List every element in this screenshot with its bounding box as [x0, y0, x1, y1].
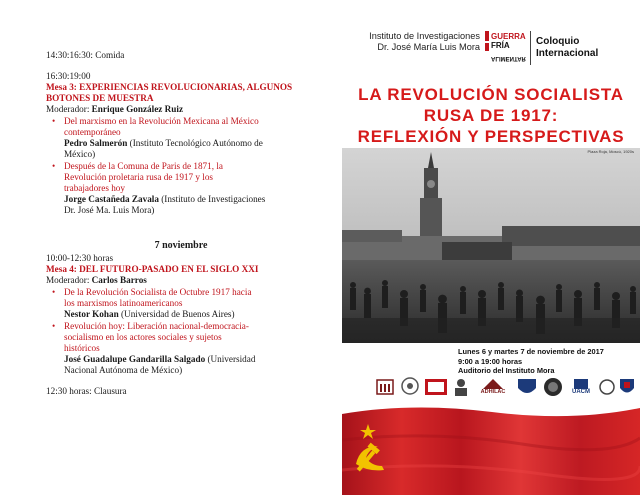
- uacm-text: UACM: [572, 389, 590, 395]
- lunch-line: 14:30:16:30: Comida: [46, 50, 125, 60]
- session3-title-2: BOTONES DE MUESTRA: [46, 93, 154, 103]
- unam-logo: [516, 376, 538, 398]
- photo-credit: Plaza Roja, Moscú, 1920s: [587, 149, 634, 154]
- talk-title: contemporáneo: [64, 127, 121, 137]
- coloquio-line: Internacional: [536, 48, 599, 59]
- portrait-logo: [452, 376, 470, 398]
- moderator-name: Carlos Barros: [91, 275, 147, 285]
- session4-title: Mesa 4: DEL FUTURO-PASADO EN EL SIGLO XXI: [46, 264, 259, 274]
- session4-talks: [46, 287, 316, 376]
- institute-line: Instituto de Investigaciones: [369, 31, 480, 41]
- event-title: [342, 84, 640, 147]
- crest-logo: [542, 376, 564, 398]
- talk-title: trabajadores hoy: [64, 183, 125, 193]
- gfa-text: FRÍA: [491, 41, 510, 50]
- title-line: RUSA DE 1917:: [423, 106, 559, 125]
- talk-item: [46, 321, 316, 376]
- event-hours: 9:00 a 19:00 horas: [458, 356, 523, 366]
- speaker-affiliation: (Instituto Tecnológico Autónomo de: [127, 138, 263, 148]
- soviet-flag: [342, 400, 640, 495]
- cover-header: [342, 28, 640, 68]
- adhilac-logo: [474, 376, 512, 398]
- guerra-fria-logo: [485, 28, 527, 66]
- speaker-affiliation: (Instituto de Investigaciones: [158, 194, 266, 204]
- session3-title-1: Mesa 3: EXPERIENCIAS REVOLUCIONARIAS, ALGUNOS: [46, 82, 293, 92]
- day-heading: 7 noviembre: [154, 240, 208, 251]
- institute-line: Dr. José María Luis Mora: [377, 42, 480, 52]
- event-venue: Auditorio del Instituto Mora: [458, 366, 555, 375]
- uacm-logo: [568, 376, 594, 398]
- title-line: LA REVOLUCIÓN SOCIALISTA: [358, 85, 624, 104]
- talk-item: [46, 287, 316, 320]
- closing-line: 12:30 horas: Clausura: [46, 386, 127, 396]
- seal-logo: [598, 376, 616, 398]
- program-panel: [46, 50, 316, 397]
- speaker-affiliation: (Universidad de Buenos Aires): [118, 309, 235, 319]
- talk-title: • De la Revolución Socialista de Octubre 1917 hacia: [64, 287, 252, 297]
- session3-time: 16:30:19:00: [46, 71, 91, 81]
- speaker-name: Jorge Castañeda Zavala: [64, 194, 159, 204]
- coloquio-line: Coloquio: [536, 36, 580, 47]
- talk-title: Revolución proletaria rusa de 1917 y los: [64, 172, 214, 182]
- sponsor-logos: [370, 376, 636, 400]
- gfa-text: GUERRA: [491, 32, 526, 41]
- institute-name: [369, 31, 480, 53]
- speaker-name: Nestor Kohan: [64, 309, 119, 319]
- talk-title: históricos: [64, 343, 100, 353]
- coloquio-label: [536, 36, 598, 60]
- talk-title: • Después de la Comuna de Paris de 1871, la: [64, 161, 223, 171]
- cover-panel: [342, 0, 640, 495]
- session4-moderator: [46, 275, 316, 286]
- session3-moderator: [46, 104, 316, 115]
- title-line: REFLEXIÓN Y PERSPECTIVAS: [357, 127, 625, 146]
- speaker-affiliation: México): [64, 149, 96, 159]
- talk-title: • Del marxismo en la Revolución Mexicana al México: [64, 116, 259, 126]
- talk-title: socialismo en los actores sociales y sujetos: [64, 332, 222, 342]
- talk-title: los marxismos latinoamericanos: [64, 298, 183, 308]
- talk-item: [46, 116, 316, 160]
- session4-time: 10:00-12:30 horas: [46, 253, 114, 263]
- red-square-photo: [342, 148, 640, 343]
- mora-logo: [374, 376, 396, 398]
- speaker-name: Pedro Salmerón: [64, 138, 128, 148]
- gfa-text: ALIMENTAR: [491, 55, 526, 61]
- soviet-flag-icon: [342, 400, 640, 495]
- speaker-affiliation: Nacional Autónoma de México): [64, 365, 183, 375]
- talk-title: • Revolución hoy: Liberación nacional-democracia-: [64, 321, 249, 331]
- moderator-name: Enrique González Ruiz: [91, 104, 184, 114]
- red-square-image: [342, 148, 640, 343]
- adhilac-text: ADHILAC: [480, 389, 506, 395]
- moderator-label: Moderador:: [46, 104, 92, 114]
- speaker-affiliation: Dr. José Ma. Luis Mora): [64, 205, 155, 215]
- session3-talks: [46, 116, 316, 216]
- anniversary-logo: [424, 376, 448, 398]
- speaker-affiliation: (Universidad: [205, 354, 256, 364]
- shield-logo: [618, 376, 636, 398]
- moderator-label: Moderador:: [46, 275, 92, 285]
- talk-item: [46, 161, 316, 216]
- event-info: [458, 347, 604, 376]
- header-divider: [530, 31, 531, 65]
- event-dates: Lunes 6 y martes 7 de noviembre de 2017: [458, 347, 604, 356]
- speaker-name: José Guadalupe Gandarilla Salgado: [64, 354, 206, 364]
- conacyt-logo: [400, 376, 420, 398]
